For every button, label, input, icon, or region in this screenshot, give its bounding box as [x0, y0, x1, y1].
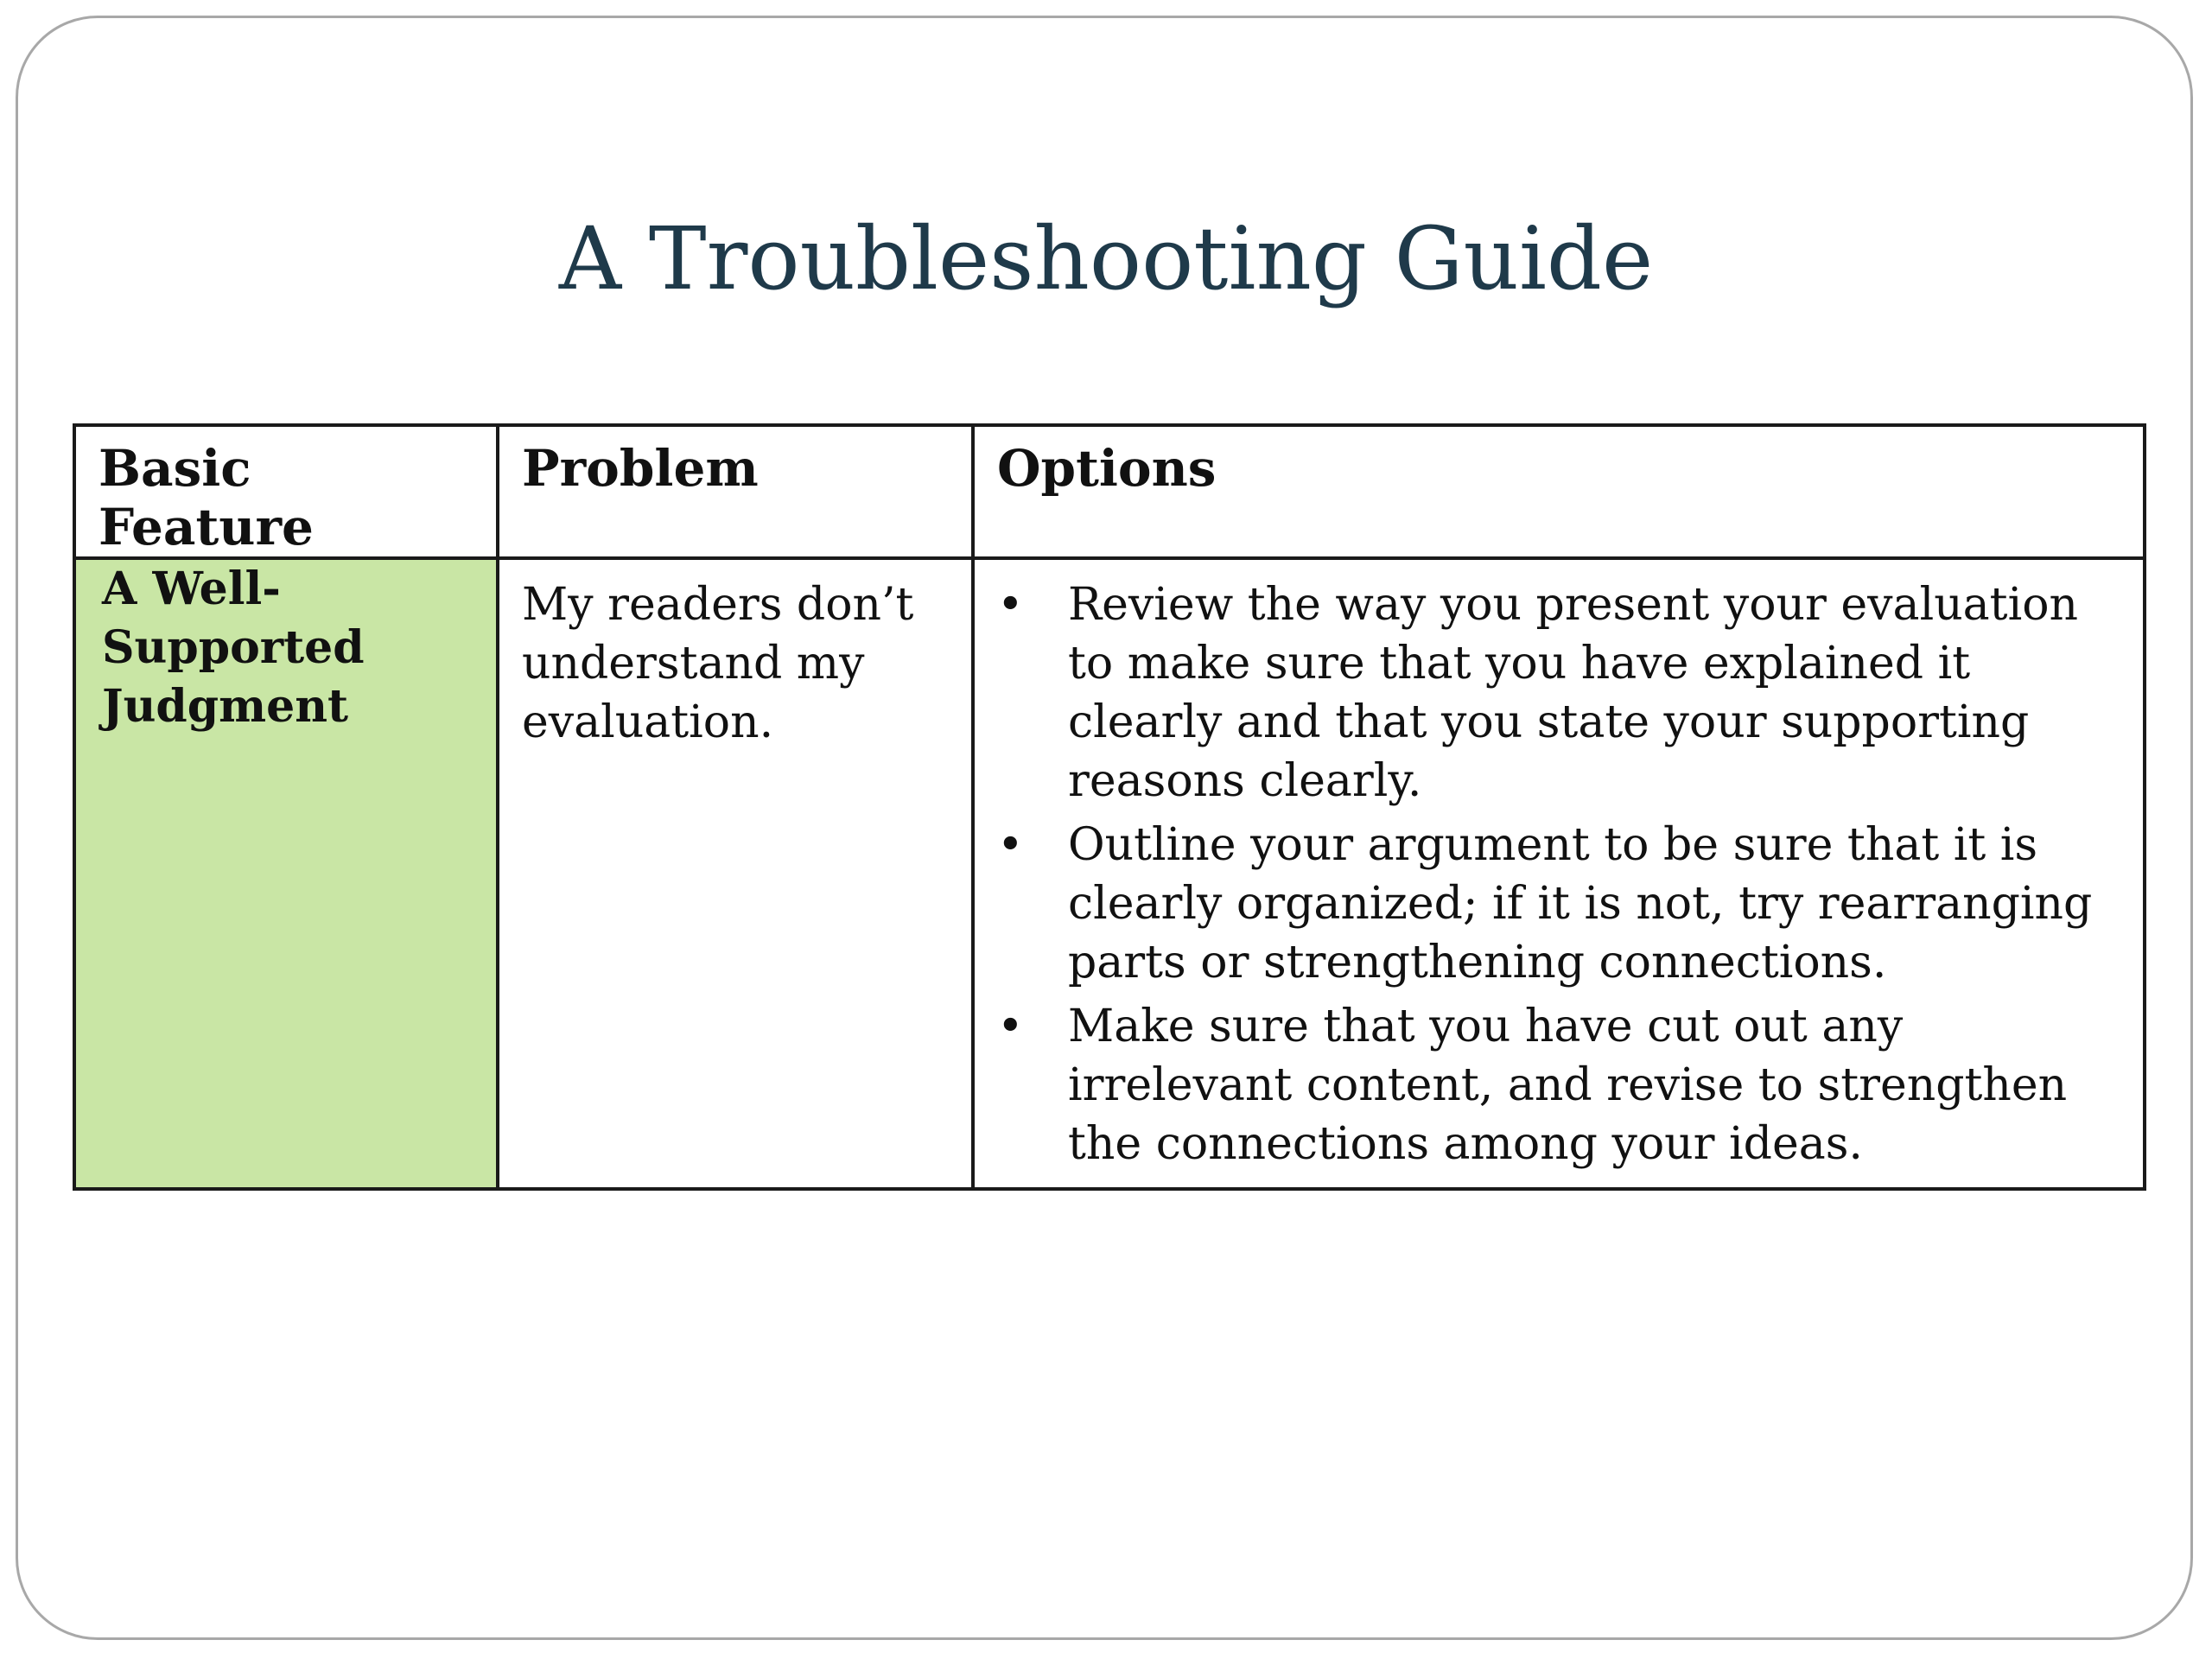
bullet-icon: •	[997, 819, 1024, 871]
option-item	[997, 575, 2108, 810]
options-list	[997, 575, 2108, 1173]
header-options: Options	[973, 425, 2145, 558]
option-text: Make sure that you have cut out any irrelevant content, and revise to strengthen the connections among your ideas.	[1068, 1001, 2068, 1170]
option-text: Review the way you present your evaluation to make sure that you have explained it clearly and that you state your supporting reasons clearly.	[1068, 579, 2079, 807]
slide-title: A Troubleshooting Guide	[558, 208, 1654, 309]
option-text: Outline your argument to be sure that it is clearly organized; if it is not, try rearranging parts or strengthening connections.	[1068, 819, 2093, 988]
bullet-icon: •	[997, 1001, 1024, 1052]
problem-cell: My readers don’t understand my evaluation.	[498, 558, 973, 1189]
header-problem: Problem	[498, 425, 973, 558]
feature-cell: A Well-Supported Judgment	[74, 558, 498, 1189]
option-item	[997, 816, 2108, 992]
table-header-row	[74, 425, 2145, 558]
options-cell	[973, 558, 2145, 1189]
table-row	[74, 558, 2145, 1189]
bullet-icon: •	[997, 579, 1024, 631]
troubleshooting-table	[73, 423, 2146, 1191]
header-basic-feature: Basic Feature	[74, 425, 498, 558]
option-item	[997, 997, 2108, 1173]
